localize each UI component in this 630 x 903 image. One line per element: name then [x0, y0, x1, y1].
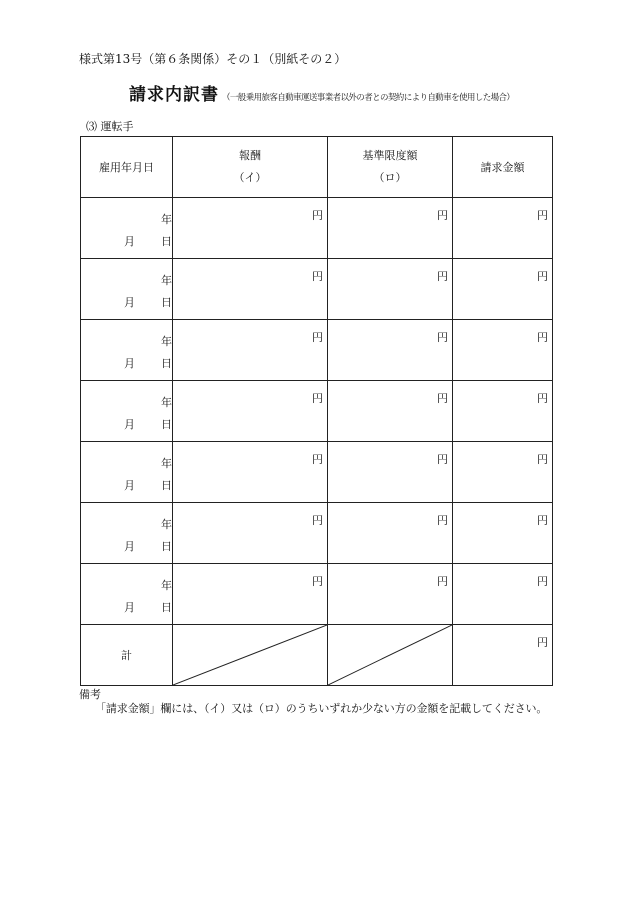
remuneration-cell[interactable]: 円 — [173, 442, 328, 503]
page-subtitle: （一般乗用旅客自動車運送事業者以外の者との契約により自動車を使用した場合） — [222, 93, 515, 103]
standard-limit-cell[interactable]: 円 — [328, 198, 453, 259]
title-row — [129, 80, 514, 105]
standard-limit-cell[interactable]: 円 — [328, 259, 453, 320]
table-row — [81, 198, 553, 259]
section-label: ⑶ 運転手 — [86, 120, 134, 133]
header-standard-limit: 基準限度額 （ロ） — [328, 137, 453, 198]
form-number: 様式第13号（第６条関係）その１（別紙その２） — [79, 52, 347, 66]
table-row — [81, 381, 553, 442]
standard-limit-cell[interactable]: 円 — [328, 442, 453, 503]
standard-limit-cell[interactable]: 円 — [328, 320, 453, 381]
claim-amount-cell[interactable]: 円 — [453, 564, 553, 625]
table-row — [81, 442, 553, 503]
total-label: 計 — [81, 625, 173, 686]
diagonal-strike-line — [173, 625, 327, 685]
remuneration-cell[interactable]: 円 — [173, 320, 328, 381]
claim-amount-cell[interactable]: 円 — [453, 381, 553, 442]
table-row — [81, 503, 553, 564]
remuneration-cell[interactable]: 円 — [173, 198, 328, 259]
diagonal-strike-line — [328, 625, 452, 685]
claim-amount-cell[interactable]: 円 — [453, 503, 553, 564]
table-row — [81, 320, 553, 381]
page-title: 請求内訳書 — [129, 85, 219, 105]
notes-heading: 備考 — [79, 688, 101, 701]
claim-amount-cell[interactable]: 円 — [453, 259, 553, 320]
claim-amount-total-cell[interactable]: 円 — [453, 625, 553, 686]
standard-limit-total-crossed — [328, 625, 453, 686]
header-row — [81, 137, 553, 198]
header-claim-amount: 請求金額 — [453, 137, 553, 198]
header-remuneration: 報酬 （イ） — [173, 137, 328, 198]
claim-amount-cell[interactable]: 円 — [453, 198, 553, 259]
remuneration-total-crossed — [173, 625, 328, 686]
remuneration-cell[interactable]: 円 — [173, 503, 328, 564]
remuneration-cell[interactable]: 円 — [173, 381, 328, 442]
claim-amount-cell[interactable]: 円 — [453, 442, 553, 503]
claim-breakdown-table — [80, 136, 553, 686]
employment-date-cell[interactable]: 年 月 日 — [81, 320, 173, 381]
employment-date-cell[interactable]: 年 月 日 — [81, 198, 173, 259]
table-row — [81, 564, 553, 625]
standard-limit-cell[interactable]: 円 — [328, 381, 453, 442]
standard-limit-cell[interactable]: 円 — [328, 503, 453, 564]
total-row — [81, 625, 553, 686]
employment-date-cell[interactable]: 年 月 日 — [81, 564, 173, 625]
employment-date-cell[interactable]: 年 月 日 — [81, 381, 173, 442]
employment-date-cell[interactable]: 年 月 日 — [81, 259, 173, 320]
notes-body: 「請求金額」欄には、（イ）又は（ロ）のうちいずれか少ない方の金額を記載してください。 — [95, 702, 548, 715]
standard-limit-cell[interactable]: 円 — [328, 564, 453, 625]
employment-date-cell[interactable]: 年 月 日 — [81, 503, 173, 564]
remuneration-cell[interactable]: 円 — [173, 564, 328, 625]
remuneration-cell[interactable]: 円 — [173, 259, 328, 320]
claim-amount-cell[interactable]: 円 — [453, 320, 553, 381]
employment-date-cell[interactable]: 年 月 日 — [81, 442, 173, 503]
table-row — [81, 259, 553, 320]
header-employment-date: 雇用年月日 — [81, 137, 173, 198]
